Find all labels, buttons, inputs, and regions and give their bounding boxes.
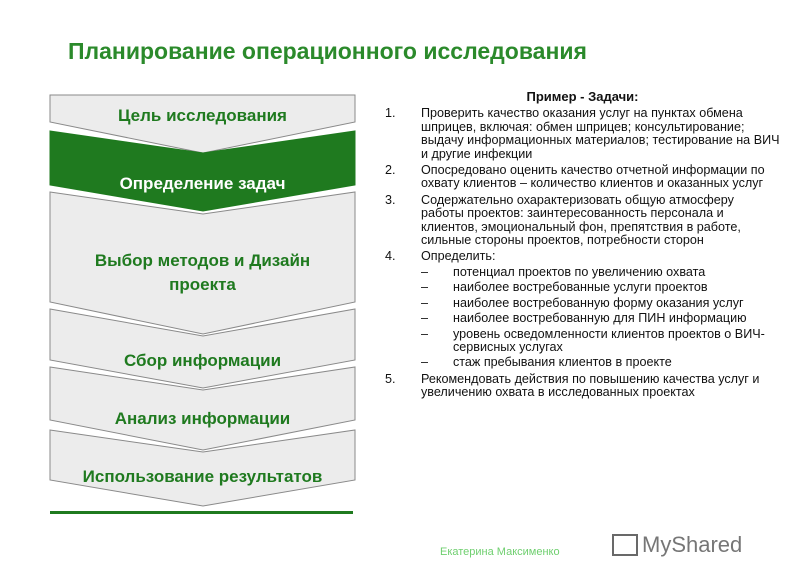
list-item xyxy=(385,107,780,161)
item-number: 3. xyxy=(385,192,396,207)
item-number: 1. xyxy=(385,106,396,121)
author-credit: Екатерина Максименко xyxy=(440,546,560,558)
sub-item-text: наиболее востребованную форму оказания услуг xyxy=(453,295,744,310)
item-number: 2. xyxy=(385,163,396,178)
step-label: Анализ информации xyxy=(114,409,291,428)
sub-item xyxy=(421,297,780,310)
step-label: Использование результатов xyxy=(82,467,323,486)
watermark xyxy=(612,532,742,558)
dash: – xyxy=(421,295,429,310)
dash: – xyxy=(421,311,429,326)
list-item xyxy=(385,373,780,400)
sub-item xyxy=(421,312,780,325)
sub-item xyxy=(421,266,780,279)
sub-item xyxy=(421,356,780,369)
step-label: Сбор информации xyxy=(123,351,282,370)
sub-item-text: наиболее востребованные услуги проектов xyxy=(453,280,708,295)
sub-item xyxy=(421,328,780,355)
bottom-divider xyxy=(50,511,353,514)
list-item xyxy=(385,164,780,191)
slide-title: Планирование операционного исследования xyxy=(68,38,587,64)
sub-item-text: наиболее востребованную для ПИН информацию xyxy=(453,311,747,326)
sub-item xyxy=(421,281,780,294)
example-heading: Пример - Задачи: xyxy=(526,89,639,104)
item-number: 5. xyxy=(385,371,396,386)
dash: – xyxy=(421,264,429,279)
example-tasks xyxy=(385,90,780,403)
list-item xyxy=(385,250,780,369)
step-label: Цель исследования xyxy=(118,106,287,125)
list-item xyxy=(385,194,780,248)
sub-item-text: стаж пребывания клиентов в проекте xyxy=(453,355,672,370)
step-label: Выбор методов и Дизайн проекта xyxy=(94,251,311,294)
sub-item-text: потенциал проектов по увеличению охвата xyxy=(453,264,706,279)
dash: – xyxy=(421,280,429,295)
sub-item-text: уровень осведомленности клиентов проектов о ВИЧ-сервисных услугах xyxy=(453,326,765,354)
dash: – xyxy=(421,355,429,370)
item-text: Содержательно охарактеризовать общую атмосферу работы проектов: заинтересованность персонала и клиентов, эмоциональный фон, препятствия в работе, сильные стороны проектов, потребности сторон xyxy=(421,192,741,248)
item-text: Рекомендовать действия по повышению качества услуг и увеличению охвата в исследованных проектах xyxy=(421,371,760,400)
presentation-board-icon xyxy=(612,534,638,556)
item-text: Опосредовано оценить качество отчетной информации по охвату клиентов – количество клиентов и оказанных услуг xyxy=(421,163,765,191)
step-label-active: Определение задач xyxy=(119,174,286,193)
watermark-text: MyShared xyxy=(642,532,743,557)
item-text: Определить: xyxy=(421,249,496,264)
dash: – xyxy=(421,326,429,341)
item-number: 4. xyxy=(385,249,396,264)
item-text: Проверить качество оказания услуг на пунктах обмена шприцев, включая: обмен шприцев; консультирование; выдачу информационных материалов; тестирование на ВИЧ и другие инфекции xyxy=(421,106,780,161)
